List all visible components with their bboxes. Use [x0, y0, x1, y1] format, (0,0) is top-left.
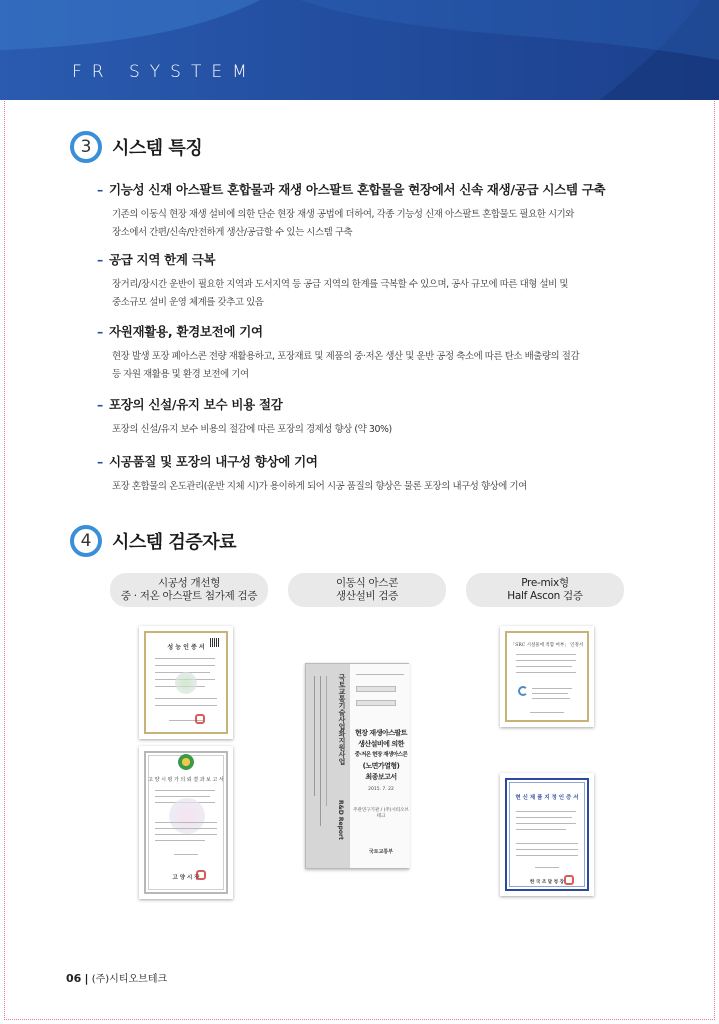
page-header-banner: [0, 0, 719, 100]
certificate-title: 성 능 인 증 서: [167, 644, 205, 651]
official-seal-icon: [564, 875, 574, 885]
feature-item: [97, 452, 667, 496]
desc-line: 현장 발생 포장 폐아스콘 전량 재활용하고, 포장재료 및 제품의 중·저온 생산 및 운반 공정 축소에 따른 탄소 배출량의 절감: [112, 351, 580, 362]
report-date: 2015. 7. 22: [368, 787, 394, 792]
feature-item: [97, 395, 667, 439]
report-title: 현장 재생아스팔트 생산설비에 의한 중·저온 현장 재생아스콘 (노면가열형) 최종보고서: [354, 729, 408, 781]
label-line: 중 · 저온 아스팔트 첨가제 검증: [120, 590, 258, 602]
desc-line: 장거리/장시간 운반이 필요한 지역과 도서지역 등 공급 지역의 한계를 극복할 수 있으며, 공사 규모에 따른 대형 설비 및: [112, 279, 569, 290]
feature-title: 공급 지역 한계 극복: [108, 252, 216, 267]
feature-description: [97, 276, 667, 312]
label-line: Half Ascon 검증: [507, 590, 583, 602]
feature-description: [97, 421, 667, 439]
page-footer: [66, 970, 167, 985]
report-spine-title: 국토교통기술사업화지원사업: [338, 674, 346, 765]
desc-line: 등 자원 재활용 및 환경 보전에 기여: [112, 369, 249, 380]
section-title: 시스템 검증자료: [112, 532, 236, 553]
section-number: 3: [80, 137, 92, 157]
section-number-badge: [70, 525, 102, 557]
company-name: (주)시티오브테크: [91, 974, 168, 985]
rnd-report-cover: [305, 663, 409, 869]
label-line: 이동식 아스콘: [335, 577, 399, 589]
feature-title: 포장의 신설/유지 보수 비용 절감: [108, 397, 283, 412]
official-seal-icon: [196, 870, 206, 880]
certificate-title: 현 신 제 품 지 정 인 증 서: [515, 795, 579, 801]
section-number-badge: [70, 131, 102, 163]
feature-title: 자원재활용, 환경보전에 기여: [108, 324, 263, 339]
feature-title: 시공품질 및 포장의 내구성 향상에 기여: [108, 454, 318, 469]
feature-title: 기능성 신재 아스팔트 혼합물과 재생 아스팔트 혼합물을 현장에서 신속 재생/공급 시스템 구축: [108, 182, 606, 197]
feature-item: [97, 322, 667, 384]
header-title: FR SYSTEM: [72, 62, 257, 82]
desc-line: 중소규모 설비 운영 체계를 갖추고 있음: [112, 297, 264, 308]
dash-bullet-icon: –: [97, 397, 103, 412]
feature-description: [97, 478, 667, 496]
institute-logo-icon: [518, 686, 528, 696]
verification-label-2: [288, 573, 446, 607]
section-heading-4: [70, 525, 236, 557]
dash-bullet-icon: –: [97, 182, 103, 197]
official-seal-icon: [195, 714, 205, 724]
report-organization: 주관연구기관 / (주)시티오브테크: [353, 808, 409, 819]
page-number: 06: [66, 972, 82, 985]
certificate-title: 고 양 시 평 가 의 뢰 결 과 보 고 서: [148, 777, 224, 783]
desc-line: 기존의 이동식 현장 재생 설비에 의한 단순 현장 재생 공법에 더하여, 각종 기능성 신재 아스팔트 혼합물도 필요한 시기와: [112, 209, 574, 220]
report-spine-subtitle: R&D Report: [337, 800, 344, 840]
dash-bullet-icon: –: [97, 252, 103, 267]
label-line: 시공성 개선형: [157, 577, 221, 589]
feature-description: [97, 348, 667, 384]
city-emblem-icon: [178, 754, 194, 770]
dash-bullet-icon: –: [97, 324, 103, 339]
qr-code-icon: [210, 638, 219, 647]
section-number: 4: [80, 531, 92, 551]
feature-description: [97, 206, 667, 242]
feature-item: [97, 250, 667, 312]
certificate-title: 「SRC 시설물에 적합 여부」 인정서: [510, 643, 584, 648]
verification-label-1: [110, 573, 268, 607]
desc-line: 포장의 신설/유지 보수 비용의 절감에 따른 포장의 경제성 향상 (약 30%): [112, 424, 392, 435]
dash-bullet-icon: –: [97, 454, 103, 469]
verification-label-3: [466, 573, 624, 607]
report-ministry: 국토교통부: [368, 849, 394, 855]
desc-line: 포장 혼합물의 온도관리(운반 지체 시)가 용이하게 되어 시공 품질의 향상은 물론 포장의 내구성 향상에 기여: [112, 481, 527, 492]
footer-separator: |: [84, 972, 89, 985]
section-title: 시스템 특징: [112, 138, 203, 159]
certificate-image-performance: [139, 626, 233, 739]
section-heading-3: [70, 131, 202, 163]
feature-item: [97, 180, 667, 242]
certificate-issuer: 한 국 조 달 청 장: [530, 880, 564, 885]
certificate-image-pps: [500, 773, 594, 896]
certificate-signer: 고 양 시 장: [172, 875, 200, 881]
watermark-emblem-icon: [175, 672, 197, 694]
label-line: Pre-mix형: [521, 577, 569, 589]
label-line: 생산설비 검증: [335, 590, 399, 602]
desc-line: 장소에서 간편/신속/안전하게 생산/공급할 수 있는 시스템 구축: [112, 227, 353, 238]
certificate-image-src: [500, 626, 594, 727]
header-wave-graphic: [0, 0, 719, 100]
certificate-image-goyang: [139, 746, 233, 899]
